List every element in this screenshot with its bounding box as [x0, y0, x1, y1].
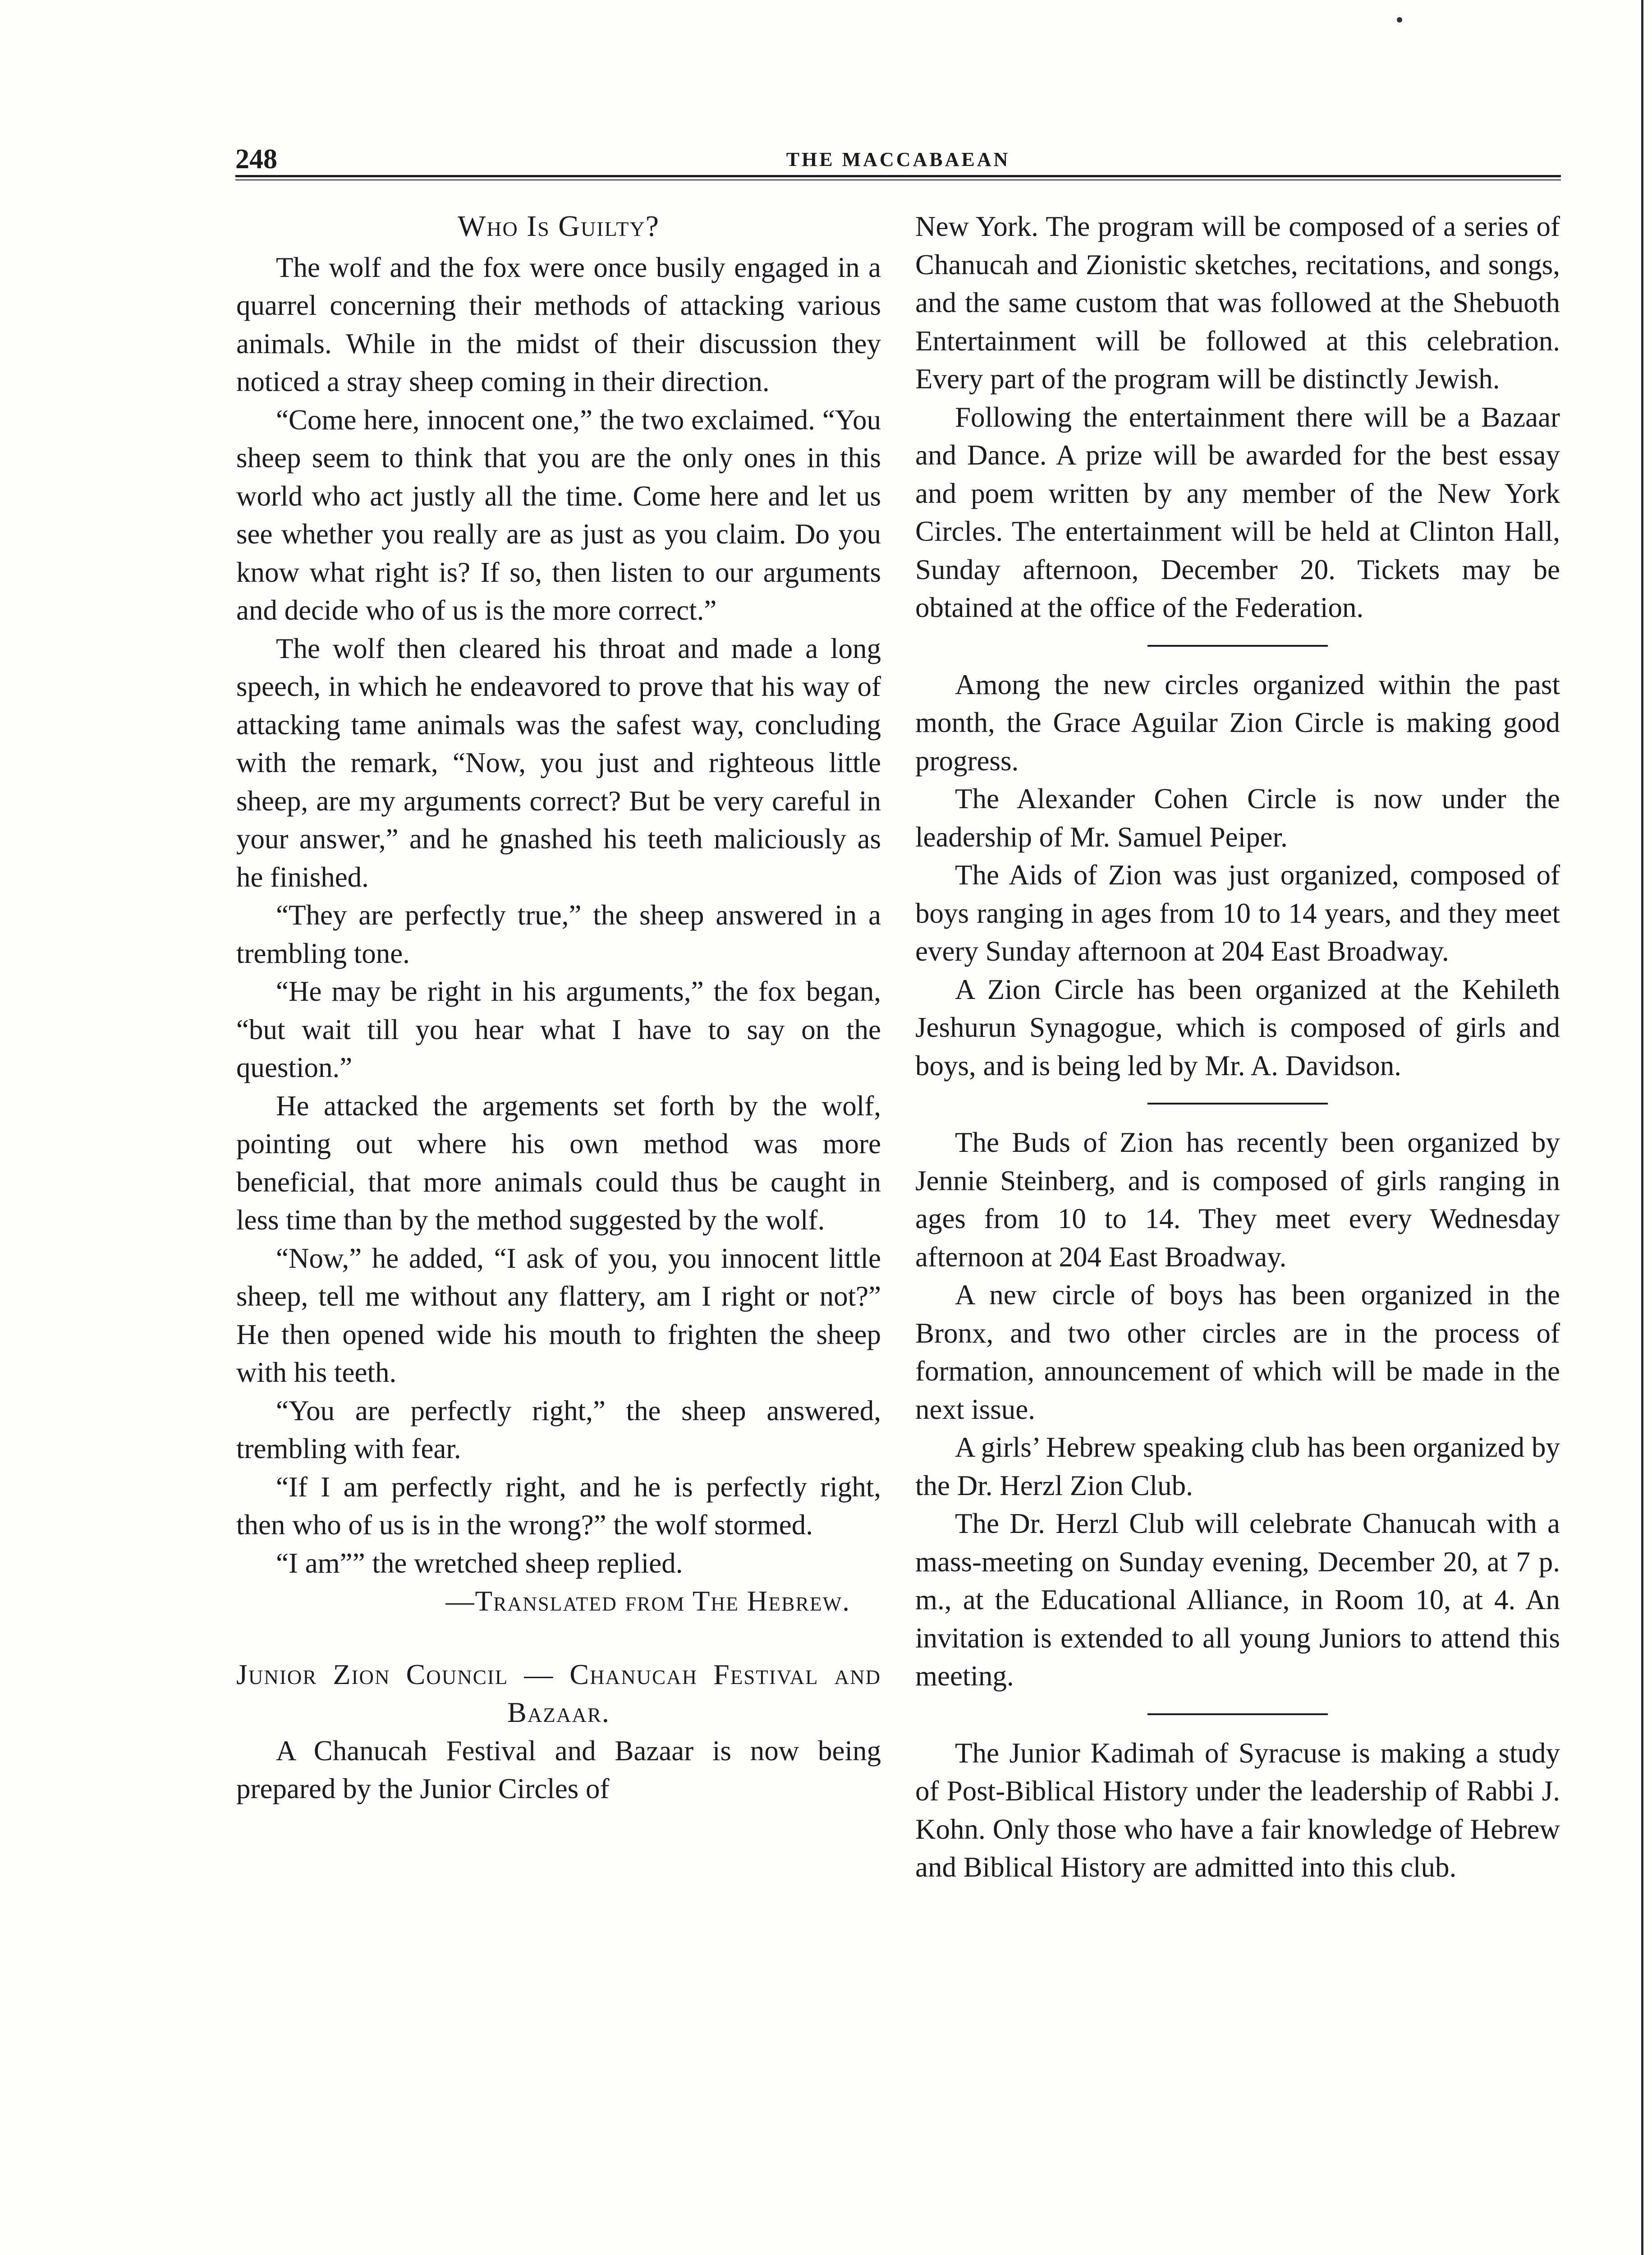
paragraph: A girls’ Hebrew speaking club has been organized by the Dr. Herzl Zion Club.: [915, 1431, 1560, 1501]
header-rule: [235, 175, 1561, 180]
paragraph: A new circle of boys has been organized in the Bronx, and two other circles are in the process of formation, announcement of which will be made in the next issue.: [915, 1279, 1560, 1425]
section-divider: [1147, 1713, 1328, 1715]
page-number: 248: [235, 144, 277, 175]
translation-credit: —Translated from The Hebrew.: [445, 1585, 850, 1617]
paragraph: A Zion Circle has been organized at the Kehileth Jeshurun Synagogue, which is composed of girls and boys, and is being led by Mr. A. Davidson.: [915, 973, 1560, 1081]
paragraph: The Junior Kadimah of Syracuse is making a study of Post-Biblical History under the leadership of Rabbi J. Kohn. Only those who have a fair knowledge of Hebrew and Biblical History are admitted into this club.: [915, 1737, 1560, 1883]
section-heading: Junior Zion Council — Chanucah Festival and Bazaar.: [236, 1658, 881, 1728]
paragraph: Among the new circles organized within the past month, the Grace Aguilar Zion Circle is making good progress.: [915, 668, 1560, 777]
paragraph: “He may be right in his arguments,” the fox began, “but wait till you hear what I have to say on the question.”: [236, 976, 881, 1083]
paragraph: “They are perfectly true,” the sheep answered in a trembling tone.: [236, 899, 881, 969]
paragraph: The wolf then cleared his throat and made a long speech, in which he endeavored to prove that his way of attacking tame animals was the safest way, concluding with the remark, “Now, you just and righteous little sheep, are my arguments correct? But be very careful in your answer,” and he gnashed his teeth maliciously as he finished.: [236, 632, 881, 893]
page-edge: [1641, 0, 1643, 2255]
page-header: [235, 143, 1561, 175]
paragraph: A Chanucah Festival and Bazaar is now being prepared by the Junior Circles of: [236, 1735, 881, 1804]
paragraph: “Now,” he added, “I ask of you, you innocent little sheep, tell me without any flattery, am I right or not?” He then opened wide his mouth to frighten the sheep with his teeth.: [236, 1242, 881, 1388]
paragraph: The Alexander Cohen Circle is now under the leadership of Mr. Samuel Peiper.: [915, 783, 1560, 853]
paragraph: “You are perfectly right,” the sheep answered, trembling with fear.: [236, 1394, 881, 1464]
paragraph: He attacked the argements set forth by the wolf, pointing out where his own method was more beneficial, that more animals could thus be caught in less time than by the method suggested by the wolf.: [236, 1090, 881, 1236]
paragraph: The Buds of Zion has recently been organized by Jennie Steinberg, and is composed of girls ranging in ages from 10 to 14. They meet every Wednesday afternoon at 204 East Broadway.: [915, 1127, 1560, 1273]
section-divider: [1147, 645, 1328, 647]
paragraph: “Come here, innocent one,” the two exclaimed. “You sheep seem to think that you are the only ones in this world who act justly all the time. Come here and let us see whether you really are as just as you claim. Do you know what right is? If so, then listen to our arguments and decide who of us is the more correct.”: [236, 404, 881, 626]
paragraph: The Aids of Zion was just organized, composed of boys ranging in ages from 10 to 14 years, and they meet every Sunday afternoon at 204 East Broadway.: [915, 859, 1560, 967]
section-divider: [1147, 1103, 1328, 1104]
paragraph: “If I am perfectly right, and he is perfectly right, then who of us is in the wrong?” the wolf stormed.: [236, 1471, 881, 1541]
paragraph: The wolf and the fox were once busily engaged in a quarrel concerning their methods of attacking various animals. While in the midst of their discussion they noticed a stray sheep coming in their direction.: [236, 251, 881, 397]
right-column: [915, 207, 1560, 1887]
paragraph: “I am”” the wretched sheep replied.: [276, 1547, 683, 1579]
paragraph: Following the entertainment there will be a Bazaar and Dance. A prize will be awarded for the best essay and poem written by any member of the New York Circles. The entertainment will be held at Clinton Hall, Sunday afternoon, December 20. Tickets may be obtained at the office of the Federation.: [915, 401, 1560, 623]
paragraph: New York. The program will be composed of a series of Chanucah and Zionistic sketches, recitations, and songs, and the same custom that was followed at the Shebuoth Entertainment will be followed at this celebration. Every part of the program will be distinctly Jewish.: [915, 211, 1560, 395]
left-column: [236, 207, 881, 1808]
paragraph: The Dr. Herzl Club will celebrate Chanucah with a mass-meeting on Sunday evening, December 20, at 7 p. m., at the Educational Alliance, in Room 10, at 4. An invitation is extended to all young Juniors to attend this meeting.: [915, 1508, 1560, 1692]
ink-dot: [1397, 17, 1402, 23]
running-head: THE MACCABAEAN: [786, 148, 1010, 170]
article-title: Who Is Guilty?: [458, 210, 660, 243]
